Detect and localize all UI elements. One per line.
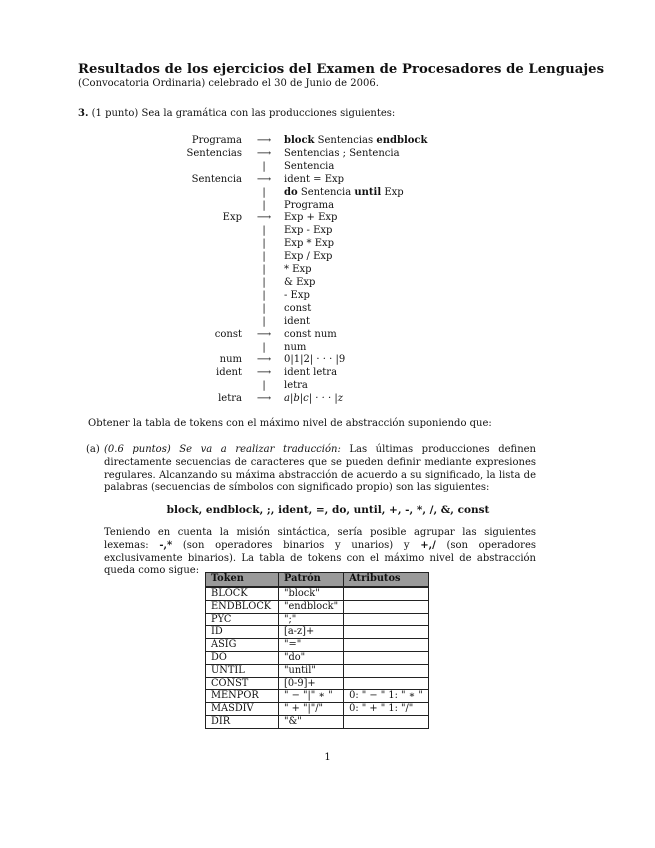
production-rhs xyxy=(278,354,427,367)
grammar-row xyxy=(150,290,427,303)
production-lhs xyxy=(150,200,250,213)
rhs-text: - Exp xyxy=(284,289,310,301)
cell-pattern: "=" xyxy=(279,639,344,652)
table-row xyxy=(206,613,429,626)
grouping-paragraph xyxy=(104,527,536,578)
production-rhs xyxy=(278,380,427,393)
rhs-text: ident letra xyxy=(284,367,338,379)
rhs-text: ident xyxy=(284,315,310,327)
grammar-row xyxy=(150,174,427,187)
production-rhs xyxy=(278,238,427,251)
rhs-text: Exp * Exp xyxy=(284,238,335,250)
production-rhs xyxy=(278,264,427,277)
grammar-row xyxy=(150,161,427,174)
production-rhs xyxy=(278,174,427,187)
production-arrow: ⟶ xyxy=(256,393,272,405)
rhs-text: 0|1|2| · · · |9 xyxy=(284,354,346,366)
table-row xyxy=(206,587,429,600)
production-rhs xyxy=(278,290,427,303)
production-lhs: ident xyxy=(216,367,242,379)
cell-token: MASDIV xyxy=(206,703,279,716)
production-rhs xyxy=(278,342,427,355)
production-lhs xyxy=(150,303,250,316)
header-token: Token xyxy=(206,573,279,588)
cell-pattern: "&" xyxy=(279,715,344,728)
cell-attributes: 0: " − " 1: " ∗ " xyxy=(344,690,429,703)
alternative-bar: | xyxy=(262,160,266,172)
item-a xyxy=(86,444,536,495)
production-lhs xyxy=(150,316,250,329)
alternative-bar: | xyxy=(262,302,266,314)
grouping-ops-2: +,/ xyxy=(420,539,436,551)
table-row xyxy=(206,651,429,664)
cell-pattern: ";" xyxy=(279,613,344,626)
cell-token: DIR xyxy=(206,715,279,728)
production-rhs xyxy=(278,367,427,380)
rhs-text: letra xyxy=(284,380,308,392)
production-rhs xyxy=(278,277,427,290)
alternative-bar: | xyxy=(262,225,266,237)
cell-attributes xyxy=(344,639,429,652)
page-number: 1 xyxy=(324,752,331,763)
table-row xyxy=(206,703,429,716)
production-lhs xyxy=(150,225,250,238)
cell-token: BLOCK xyxy=(206,587,279,600)
rhs-text: Exp / Exp xyxy=(284,251,333,263)
production-rhs xyxy=(278,225,427,238)
grammar-row xyxy=(150,329,427,342)
alternative-bar: | xyxy=(262,199,266,211)
table-row xyxy=(206,626,429,639)
grammar-row xyxy=(150,148,427,161)
grammar-row xyxy=(150,238,427,251)
production-arrow: ⟶ xyxy=(256,173,272,185)
table-row xyxy=(206,690,429,703)
production-rhs xyxy=(278,187,427,200)
question-heading xyxy=(78,108,395,121)
grammar-row xyxy=(150,393,427,406)
document-subtitle: (Convocatoria Ordinaria) celebrado el 30 de Junio de 2006. xyxy=(78,78,379,89)
cell-token: PYC xyxy=(206,613,279,626)
grouping-ops-1: -,* xyxy=(159,539,173,551)
production-rhs xyxy=(278,329,427,342)
production-lhs xyxy=(150,290,250,303)
production-lhs xyxy=(150,277,250,290)
alternative-bar: | xyxy=(262,264,266,276)
cell-token: DO xyxy=(206,651,279,664)
cell-token: ID xyxy=(206,626,279,639)
rhs-text: Sentencia xyxy=(284,160,335,172)
production-lhs xyxy=(150,187,250,200)
cell-attributes xyxy=(344,664,429,677)
production-rhs xyxy=(278,148,427,161)
rhs-text: ident = Exp xyxy=(284,173,345,185)
rhs-text: Sentencia xyxy=(297,186,355,198)
production-lhs: Sentencias xyxy=(186,147,242,159)
grouping-text-3: (son operadores exclusivamente binarios). La tabla de tokens con el máximo nivel de abstracción queda como sigue: xyxy=(104,539,536,577)
grammar-row xyxy=(150,187,427,200)
cell-attributes xyxy=(344,600,429,613)
token-table-body xyxy=(206,587,429,728)
cell-token: CONST xyxy=(206,677,279,690)
table-row xyxy=(206,664,429,677)
production-lhs xyxy=(150,161,250,174)
grammar-row xyxy=(150,277,427,290)
grouping-text-2: (son operadores binarios y unarios) y xyxy=(172,539,421,551)
question-number: 3. xyxy=(78,108,89,119)
production-arrow: ⟶ xyxy=(256,135,272,146)
production-lhs: letra xyxy=(218,393,242,405)
grammar-row xyxy=(150,200,427,213)
alternative-bar: | xyxy=(262,251,266,263)
document-title: Resultados de los ejercicios del Examen de Procesadores de Lenguajes xyxy=(78,62,605,77)
production-lhs xyxy=(150,251,250,264)
rhs-text: num xyxy=(284,341,307,353)
item-a-body xyxy=(104,444,536,495)
token-table xyxy=(205,572,429,729)
production-arrow: ⟶ xyxy=(256,367,272,379)
keyword: do xyxy=(284,186,298,198)
production-lhs xyxy=(150,264,250,277)
keyword: endblock xyxy=(376,135,428,146)
grammar-row xyxy=(150,135,427,148)
cell-attributes: 0: " + " 1: "/" xyxy=(344,703,429,716)
grammar-row xyxy=(150,367,427,380)
cell-attributes xyxy=(344,613,429,626)
table-row xyxy=(206,677,429,690)
cell-attributes xyxy=(344,651,429,664)
cell-pattern: [a-z]+ xyxy=(279,626,344,639)
cell-pattern: "block" xyxy=(279,587,344,600)
grammar-row xyxy=(150,225,427,238)
rhs-text: a|b|c| · · · |z xyxy=(284,393,343,405)
header-pattern: Patrón xyxy=(279,573,344,588)
alternative-bar: | xyxy=(262,341,266,353)
token-table-header xyxy=(206,573,429,588)
grouping-text-1: Teniendo en cuenta la misión sintáctica, sería posible agrupar las siguientes lexemas: xyxy=(104,527,536,551)
production-rhs xyxy=(278,393,427,406)
keyword: until xyxy=(354,186,382,198)
alternative-bar: | xyxy=(262,380,266,392)
alternative-bar: | xyxy=(262,238,266,250)
rhs-text: * Exp xyxy=(284,264,312,276)
grammar-productions xyxy=(150,135,427,406)
cell-token: MENPOR xyxy=(206,690,279,703)
table-row xyxy=(206,715,429,728)
intro-text: Obtener la tabla de tokens con el máximo nivel de abstracción suponiendo que: xyxy=(88,418,492,429)
rhs-text: Sentencias xyxy=(314,135,377,146)
production-arrow: ⟶ xyxy=(256,212,272,224)
alternative-bar: | xyxy=(262,289,266,301)
grammar-row xyxy=(150,342,427,355)
cell-pattern: "endblock" xyxy=(279,600,344,613)
rhs-text: Programa xyxy=(284,199,335,211)
cell-attributes xyxy=(344,677,429,690)
production-lhs xyxy=(150,342,250,355)
grammar-row xyxy=(150,212,427,225)
cell-token: ASIG xyxy=(206,639,279,652)
rhs-text: Exp + Exp xyxy=(284,212,338,224)
production-lhs xyxy=(150,238,250,251)
production-arrow: ⟶ xyxy=(256,147,272,159)
alternative-bar: | xyxy=(262,276,266,288)
production-rhs xyxy=(278,316,427,329)
rhs-text: Sentencias ; Sentencia xyxy=(284,147,400,159)
production-rhs xyxy=(278,212,427,225)
grammar-row xyxy=(150,303,427,316)
item-a-label: (a) xyxy=(86,444,100,455)
rhs-text: Exp xyxy=(381,186,404,198)
cell-attributes xyxy=(344,587,429,600)
production-lhs: Sentencia xyxy=(191,173,242,185)
alternative-bar: | xyxy=(262,186,266,198)
production-rhs xyxy=(278,200,427,213)
cell-token: UNTIL xyxy=(206,664,279,677)
cell-token: ENDBLOCK xyxy=(206,600,279,613)
rhs-text: & Exp xyxy=(284,276,316,288)
item-a-text: Las últimas producciones definen directamente secuencias de caracteres que se pueden definir mediante expresiones regulares. Alcanzando su máxima abstracción de acuerdo a su significado, la lista de palabras (secuencias de símbolos con significado propio) son las siguientes: xyxy=(104,444,536,494)
grammar-row xyxy=(150,380,427,393)
table-row xyxy=(206,639,429,652)
grammar-row xyxy=(150,316,427,329)
tokens-list: block, endblock, ;, ident, =, do, until, +, -, *, /, &, const xyxy=(166,504,490,516)
production-rhs xyxy=(278,251,427,264)
cell-pattern: "until" xyxy=(279,664,344,677)
cell-attributes xyxy=(344,626,429,639)
production-lhs: const xyxy=(214,328,242,340)
production-lhs: Programa xyxy=(191,135,242,146)
cell-attributes xyxy=(344,715,429,728)
cell-pattern: " + "|"/" xyxy=(279,703,344,716)
rhs-text: const xyxy=(284,302,312,314)
cell-pattern: " − "|" ∗ " xyxy=(279,690,344,703)
production-rhs xyxy=(278,303,427,316)
production-rhs xyxy=(278,161,427,174)
production-lhs: Exp xyxy=(222,212,242,224)
rhs-text: Exp - Exp xyxy=(284,225,333,237)
header-attributes: Atributos xyxy=(344,573,429,588)
production-arrow: ⟶ xyxy=(256,328,272,340)
cell-pattern: [0-9]+ xyxy=(279,677,344,690)
production-lhs xyxy=(150,380,250,393)
alternative-bar: | xyxy=(262,315,266,327)
production-rhs xyxy=(278,135,427,148)
item-a-emph: (0.6 puntos) Se va a realizar traducción: xyxy=(104,444,341,455)
question-text: (1 punto) Sea la gramática con las producciones siguientes: xyxy=(91,108,396,119)
cell-pattern: "do" xyxy=(279,651,344,664)
rhs-text: const num xyxy=(284,328,337,340)
grammar-row xyxy=(150,264,427,277)
keyword: block xyxy=(284,135,315,146)
grammar-row xyxy=(150,354,427,367)
grammar-row xyxy=(150,251,427,264)
production-lhs: num xyxy=(219,354,242,366)
table-row xyxy=(206,600,429,613)
production-arrow: ⟶ xyxy=(256,354,272,366)
